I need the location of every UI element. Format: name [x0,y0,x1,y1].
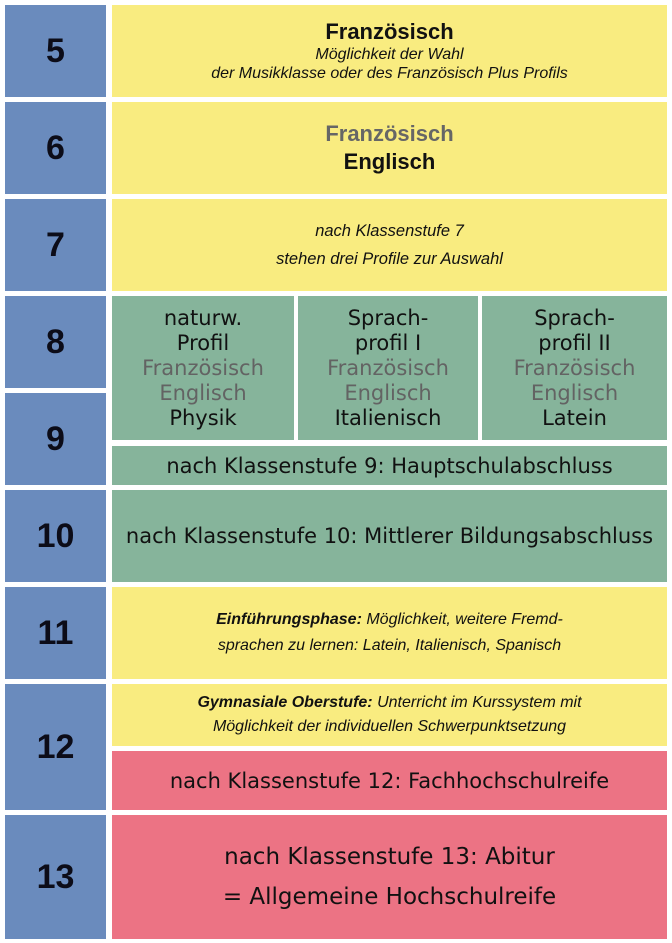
row-12-exit-text: nach Klassenstufe 12: Fachhochschulreife [169,768,610,793]
grade-9: 9 [5,393,106,485]
row-6-line-1: Französisch [325,121,454,146]
profile-3-subject: Latein [542,405,607,430]
row-11-line-1 [216,607,563,633]
row-12-line-2: Möglichkeit der individuellen Schwerpunktsetzung [212,718,567,735]
row-12-box [112,684,667,746]
grade-10: 10 [5,490,106,582]
grade-8: 8 [5,296,106,388]
row-11-label: Einführungsphase: [216,611,362,628]
row-9-box [112,446,667,485]
row-12-line-1-rest: Unterricht im Kurssystem mit [372,694,582,711]
profile-2-subject: Italienisch [334,405,442,430]
row-9-text: nach Klassenstufe 9: Hauptschulabschluss [166,453,613,478]
row-7-line-1: nach Klassenstufe 7 [315,222,464,240]
profile-3-title-2: profil II [538,330,611,355]
profile-3-grey-2: Englisch [530,380,619,405]
profile-language-1 [298,296,478,440]
row-13-line-1: nach Klassenstufe 13: Abitur [224,844,555,870]
profile-2-grey-2: Englisch [344,380,432,405]
profile-2-title-2: profil I [354,330,422,355]
row-12-label: Gymnasiale Oberstufe: [197,694,373,711]
row-10-box [112,490,667,582]
row-12-exit-box [112,751,667,810]
row-6-box [112,102,667,194]
profile-2-title-1: Sprach- [347,305,429,330]
row-6-line-2: Englisch [343,149,436,174]
row-10-text: nach Klassenstufe 10: Mittlerer Bildungsabschluss [125,524,654,548]
row-5-line-1: Möglichkeit der Wahl [315,46,464,63]
profile-2-grey-1: Französisch [327,355,449,380]
profile-language-2 [482,296,667,440]
row-11-line-2: sprachen zu lernen: Latein, Italienisch, Spanisch [217,637,562,654]
profile-1-grey-1: Französisch [142,355,264,380]
row-7-box [112,199,667,291]
row-7-line-2: stehen drei Profile zur Auswahl [276,250,503,268]
profile-1-subject: Physik [169,405,237,430]
row-13-box [112,815,667,939]
row-11-line-1-rest: Möglichkeit, weitere Fremd- [361,611,563,628]
profile-3-grey-1: Französisch [513,355,636,380]
profile-1-grey-2: Englisch [159,380,247,405]
row-5-title: Französisch [325,19,454,44]
grade-7: 7 [5,199,106,291]
profile-1-title-2: Profil [176,330,230,355]
grade-13: 13 [5,815,106,939]
profile-1-title-1: naturw. [163,305,243,330]
row-11-box [112,587,667,679]
row-5-box [112,5,667,97]
row-5-line-2: der Musikklasse oder des Französisch Plus Profils [211,65,568,82]
grade-6: 6 [5,102,106,194]
row-13-line-2: = Allgemeine Hochschulreife [222,884,557,910]
profile-natural-science [112,296,294,440]
profile-3-title-1: Sprach- [534,305,615,330]
row-12-line-1 [197,691,581,715]
grade-11: 11 [5,587,106,679]
grade-12: 12 [5,684,106,810]
grade-5: 5 [5,5,106,97]
